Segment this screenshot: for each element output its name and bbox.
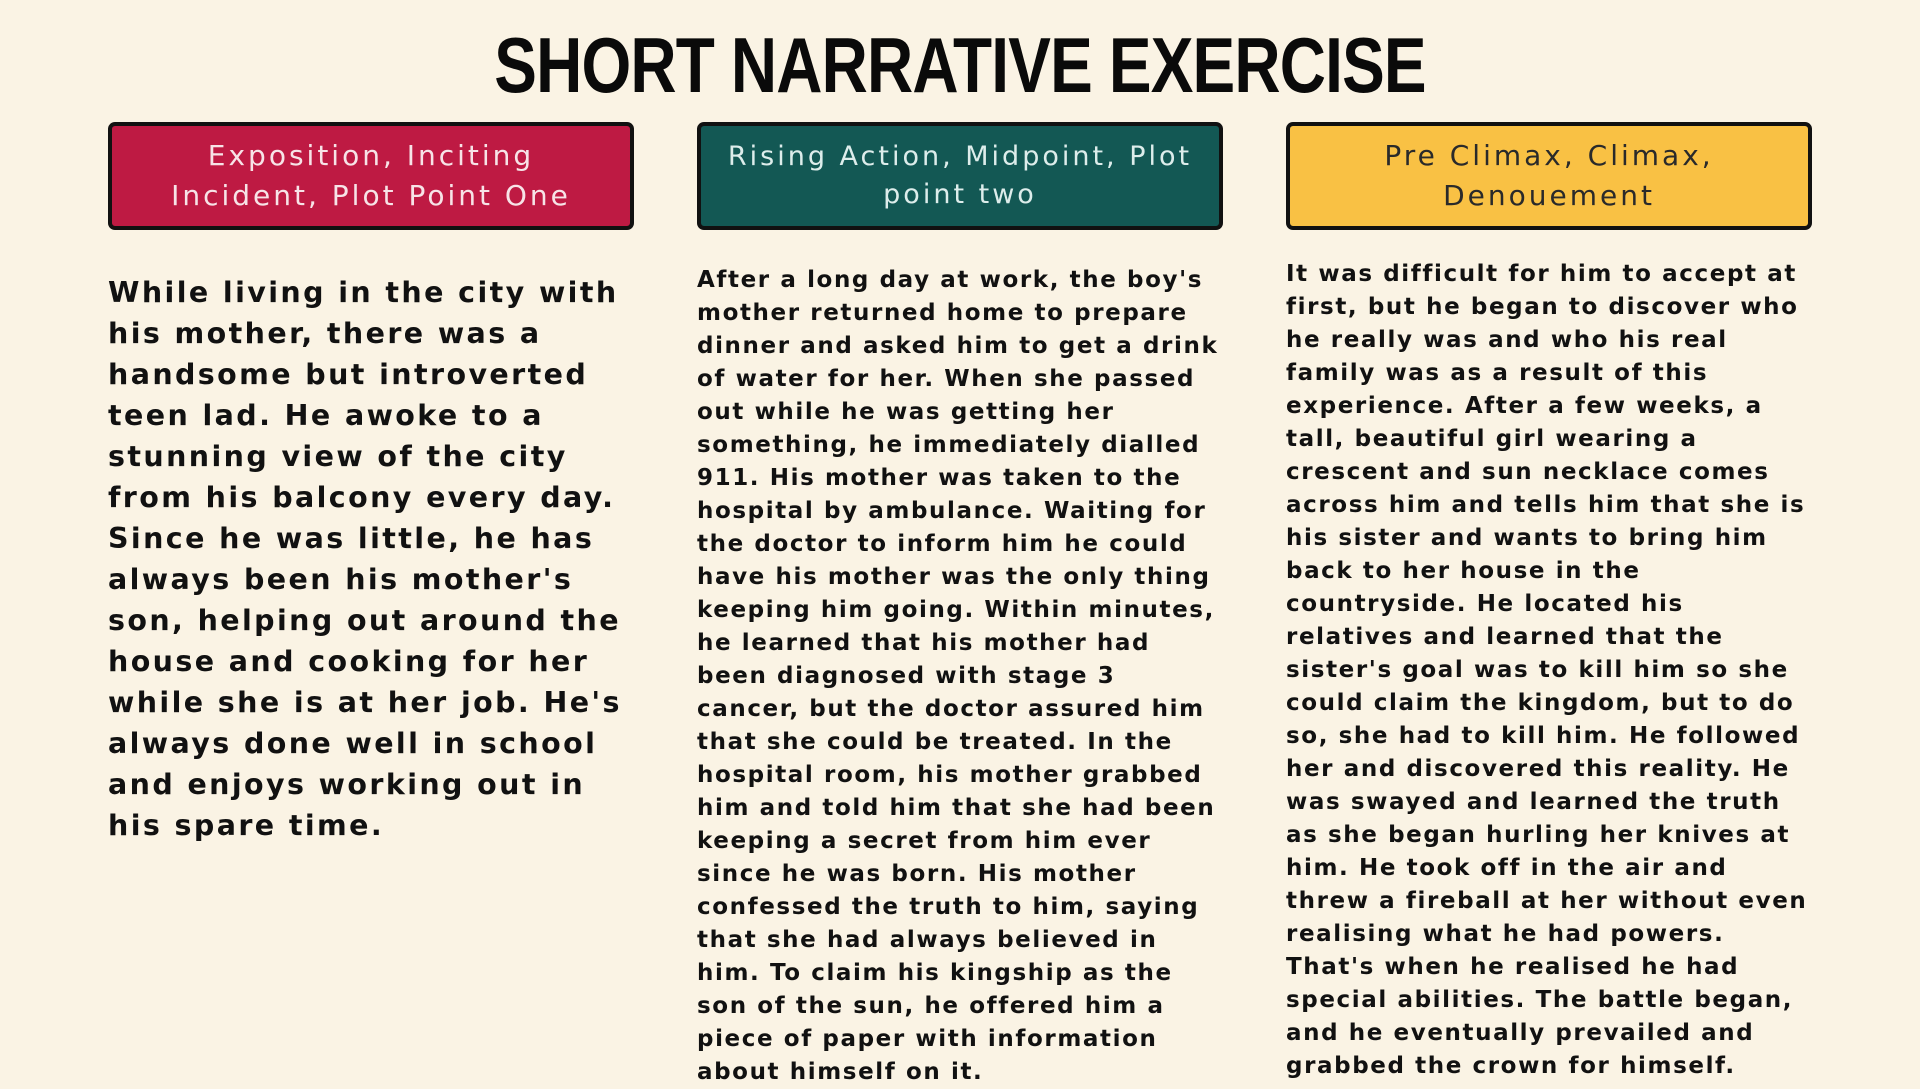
column-climax: [1286, 122, 1812, 1083]
header-climax: Pre Climax, Climax, Denouement: [1286, 122, 1812, 230]
column-rising-action: [697, 122, 1223, 1089]
page-title: SHORT NARRATIVE EXERCISE: [494, 21, 1426, 109]
header-rising-action: Rising Action, Midpoint, Plot point two: [697, 122, 1223, 230]
story-text-rising-action: After a long day at work, the boy's mother returned home to prepare dinner and asked him to get a drink of water for her. When she passed out while he was getting her something, he immediately dialled 911. His mother was taken to the hospital by ambulance. Waiting for the doctor to inform him he could have his mother was the only thing keeping him going. Within minutes, he learned that his mother had been diagnosed with stage 3 cancer, but the doctor assured him that she could be treated. In the hospital room, his mother grabbed him and told him that she had been keeping a secret from him ever since he was born. His mother confessed the truth to him, saying that she had always believed in him. To claim his kingship as the son of the sun, he offered him a piece of paper with information about himself on it.: [697, 267, 1219, 1085]
header-exposition: Exposition, Inciting Incident, Plot Point One: [108, 122, 634, 230]
story-text-exposition: While living in the city with his mother, there was a handsome but introverted teen lad. He awoke to a stunning view of the city from his balcony every day. Since he was little, he has always been his mother's son, helping out around the house and cooking for her while she is at her job. He's always done well in school and enjoys working out in his spare time.: [108, 276, 622, 842]
story-text-climax: It was difficult for him to accept at first, but he began to discover who he really was and who his real family was as a result of this experience. After a few weeks, a tall, beautiful girl wearing a crescent and sun necklace comes across him and tells him that she is his sister and wants to bring him back to her house in the countryside. He located his relatives and learned that the sister's goal was to kill him so she could claim the kingdom, but to do so, she had to kill him. He followed her and discovered this reality. He was swayed and learned the truth as she began hurling her knives at him. He took off in the air and threw a fireball at her without even realising what he had powers. That's when he realised he had special abilities. The battle began, and he eventually prevailed and grabbed the crown for himself.: [1286, 261, 1808, 1079]
column-exposition: [108, 122, 634, 846]
